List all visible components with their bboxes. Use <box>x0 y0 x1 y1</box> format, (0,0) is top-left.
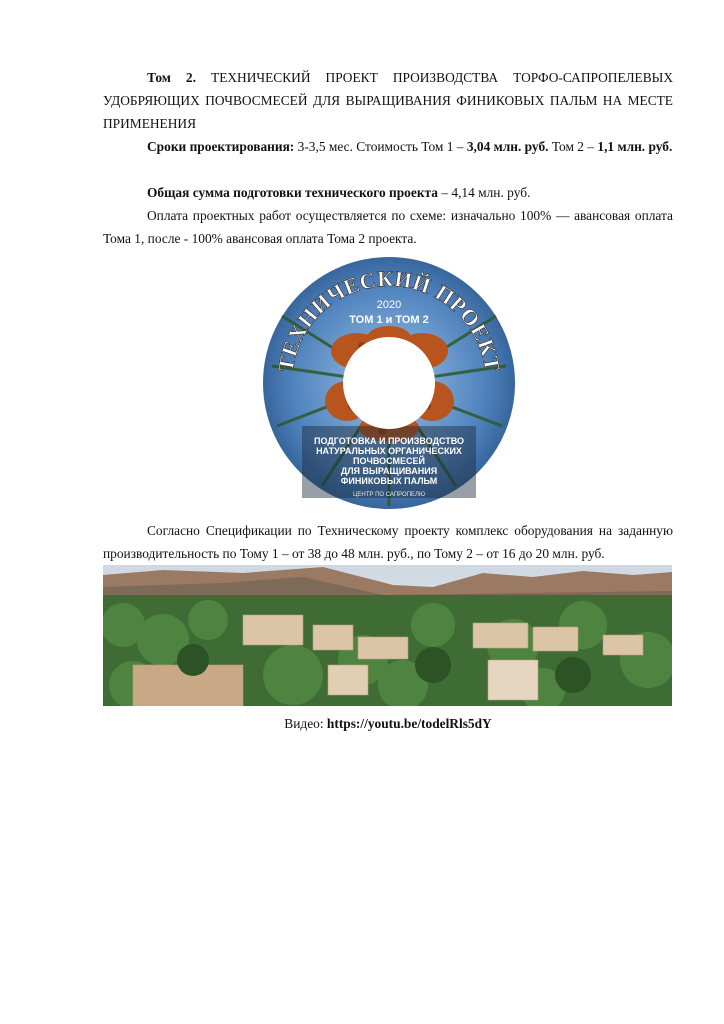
paragraph-volume-2-title <box>103 66 673 135</box>
cd-disc-image <box>262 256 516 510</box>
disc-bottom-line: ПОЧВОСМЕСЕЙ <box>353 456 425 466</box>
paragraph-design-terms <box>103 135 673 158</box>
payment-scheme-text: Оплата проектных работ осуществляется по схеме: изначально 100% — авансовая оплата Тома 1, после - 100% авансовая оплата Тома 2 проекта. <box>103 208 673 246</box>
disc-hole <box>343 337 435 429</box>
volume-2-title-text: ТЕХНИЧЕСКИЙ ПРОЕКТ ПРОИЗВОДСТВА ТОРФО-САПРОПЕЛЕВЫХ УДОБРЯЮЩИХ ПОЧВОСМЕСЕЙ ДЛЯ ВЫРАЩИВАНИЯ ФИНИКОВЫХ ПАЛЬМ НА МЕСТЕ ПРИМЕНЕНИЯ <box>103 70 673 131</box>
disc-bottom-line: ДЛЯ ВЫРАЩИВАНИЯ <box>340 466 438 476</box>
disc-footer: ЦЕНТР ПО САПРОПЕЛЮ <box>352 492 426 498</box>
disc-bottom-line: ПОДГОТОВКА И ПРОИЗВОДСТВО <box>313 436 465 446</box>
equipment-spec-text: Согласно Спецификации по Техническому проекту комплекс оборудования на заданную производительность по Тому 1 – от 38 до 48 млн. руб., по Тому 2 – от 16 до 20 млн. руб. <box>103 523 673 561</box>
disc-volumes: ТОМ 1 и ТОМ 2 <box>349 314 429 326</box>
design-terms-text-2: Том 2 – <box>548 139 598 154</box>
paragraph-equipment-spec <box>103 519 673 565</box>
paragraph-payment-scheme <box>103 204 673 250</box>
video-url[interactable]: https://youtu.be/todelRls5dY <box>326 716 492 731</box>
paragraph-total-sum <box>103 181 673 204</box>
disc-arc-title: ТЕХНИЧЕСКИЙ ПРОЕКТ <box>272 265 506 374</box>
video-label: Видео: <box>284 716 327 731</box>
video-link-line <box>103 714 673 734</box>
total-sum-label: Общая сумма подготовки технического проекта <box>147 185 438 200</box>
volume-2-cost: 1,1 млн. руб. <box>597 139 673 154</box>
disc-year: 2020 <box>376 299 402 311</box>
disc-bottom-line: ФИНИКОВЫХ ПАЛЬМ <box>340 476 438 486</box>
volume-1-cost: 3,04 млн. руб. <box>466 139 549 154</box>
total-sum-value: – 4,14 млн. руб. <box>437 185 531 200</box>
palm-oasis-photo <box>103 565 672 706</box>
disc-bottom-line: НАТУРАЛЬНЫХ ОРГАНИЧЕСКИХ <box>316 446 462 456</box>
volume-2-label: Том 2. <box>147 70 196 85</box>
design-terms-label: Сроки проектирования: <box>147 139 295 154</box>
design-terms-text: 3-3,5 мес. Стоимость Том 1 – <box>294 139 467 154</box>
